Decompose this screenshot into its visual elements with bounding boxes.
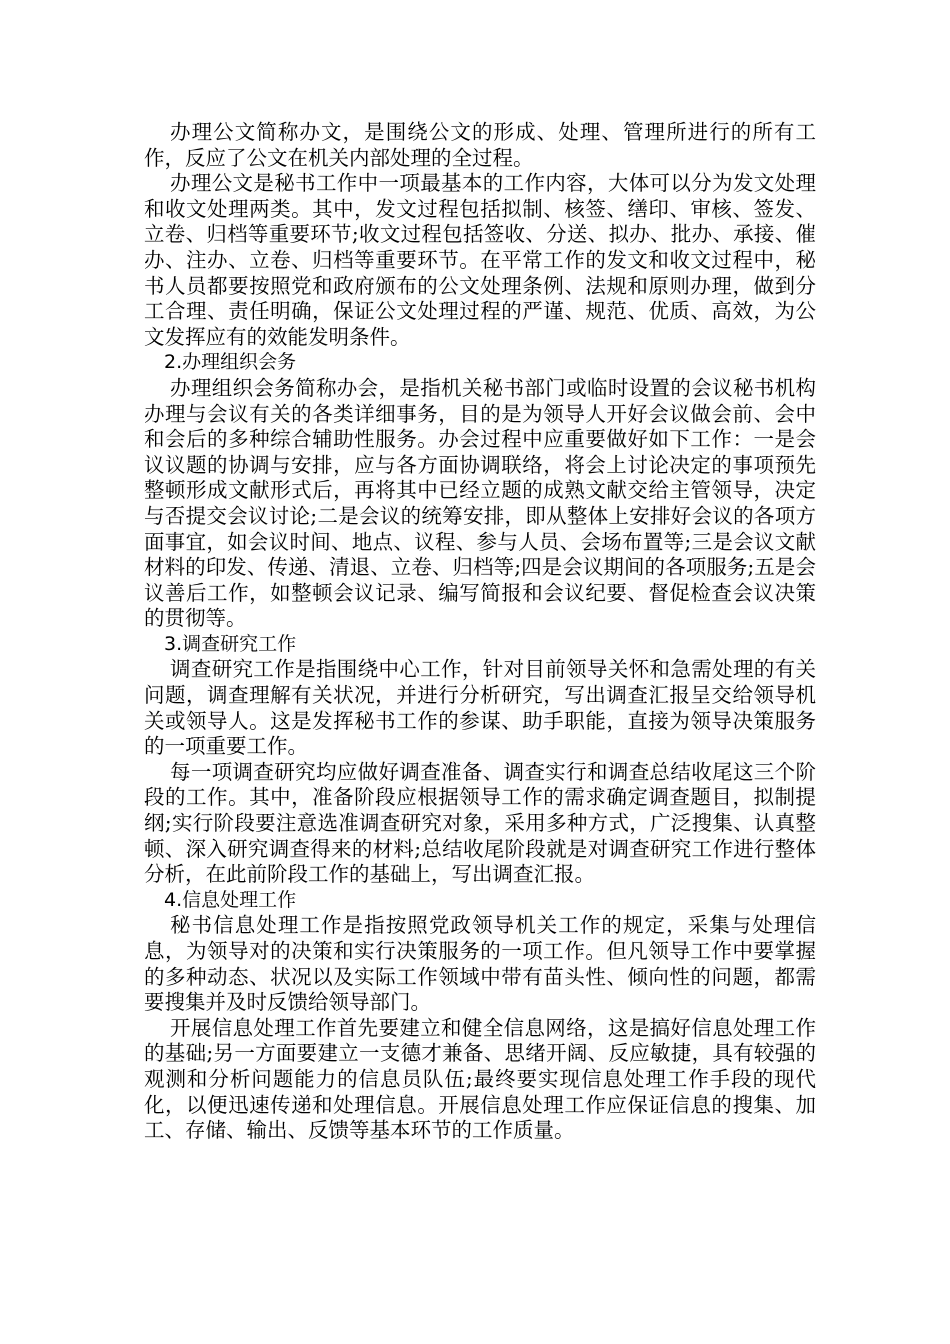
section-4-heading: 4.信息处理工作 xyxy=(164,888,297,911)
section-3-paragraph-1: 调查研究工作是指围绕中心工作，针对目前领导关怀和急需处理的有关问题，调查理解有关状况，并进行分析研究，写出调查汇报呈交给领导机关或领导人。这是发挥秘书工作的参谋、助手职能，直接为领导决策服务的一项重要工作。 xyxy=(144,657,816,759)
section-3-heading: 3.调查研究工作 xyxy=(164,632,297,655)
section-4-paragraph-1: 秘书信息处理工作是指按照党政领导机关工作的规定，采集与处理信息，为领导对的决策和实行决策服务的一项工作。但凡领导工作中要掌握的多种动态、状况以及实际工作领域中带有苗头性、倾向性的问题，都需要搜集并及时反馈给领导部门。 xyxy=(144,913,816,1015)
section-2-heading: 2.办理组织会务 xyxy=(164,351,297,374)
section-4-paragraph-2: 开展信息处理工作首先要建立和健全信息网络，这是搞好信息处理工作的基础;另一方面要建立一支德才兼备、思绪开阔、反应敏捷，具有较强的观测和分析问题能力的信息员队伍;最终要实现信息处理工作手段的现代化，以便迅速传递和处理信息。开展信息处理工作应保证信息的搜集、加工、存储、输出、反馈等基本环节的工作质量。 xyxy=(144,1015,816,1143)
intro-paragraph-1: 办理公文简称办文，是围绕公文的形成、处理、管理所进行的所有工作，反应了公文在机关内部处理的全过程。 xyxy=(144,120,816,170)
section-3-paragraph-2: 每一项调查研究均应做好调查准备、调查实行和调查总结收尾这三个阶段的工作。其中，准备阶段应根据领导工作的需求确定调查题目，拟制提纲;实行阶段要注意选准调查研究对象，采用多种方式，广泛搜集、认真整顿、深入研究调查得来的材料;总结收尾阶段就是对调查研究工作进行整体分析，在此前阶段工作的基础上，写出调查汇报。 xyxy=(144,759,816,887)
document-body xyxy=(144,120,816,1144)
intro-paragraph-2: 办理公文是秘书工作中一项最基本的工作内容，大体可以分为发文处理和收文处理两类。其中，发文过程包括拟制、核签、缮印、审核、签发、立卷、归档等重要环节;收文过程包括签收、分送、拟办、批办、承接、催办、注办、立卷、归档等重要环节。在平常工作的发文和收文过程中，秘书人员都要按照党和政府颁布的公文处理条例、法规和原则办理，做到分工合理、责任明确，保证公文处理过程的严谨、规范、优质、高效，为公文发挥应有的效能发明条件。 xyxy=(144,171,816,349)
section-2-paragraph-1: 办理组织会务简称办会，是指机关秘书部门或临时设置的会议秘书机构办理与会议有关的各类详细事务，目的是为领导人开好会议做会前、会中和会后的多种综合辅助性服务。办会过程中应重要做好如下工作：一是会议议题的协调与安排，应与各方面协调联络，将会上讨论决定的事项预先整顿形成文献形式后，再将其中已经立题的成熟文献交给主管领导，决定与否提交会议讨论;二是会议的统筹安排，即从整体上安排好会议的各项方面事宜，如会议时间、地点、议程、参与人员、会场布置等;三是会议文献材料的印发、传递、清退、立卷、归档等;四是会议期间的各项服务;五是会议善后工作，如整顿会议记录、编写简报和会议纪要、督促检查会议决策的贯彻等。 xyxy=(144,375,816,631)
